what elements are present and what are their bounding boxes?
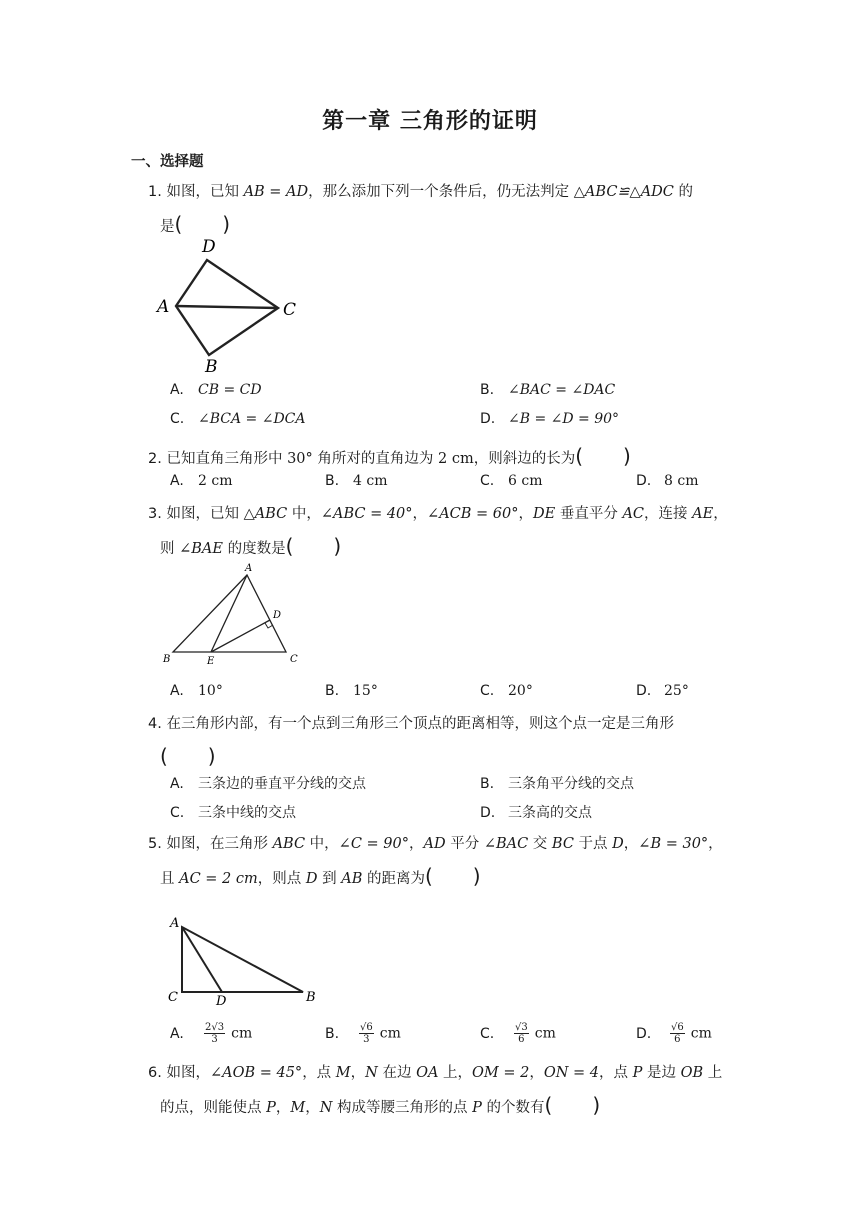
q5-label-a: A — [170, 916, 180, 931]
q3-option-d[interactable]: D. 25° — [636, 683, 689, 699]
fraction: $\frac{√3}{6}$ — [515, 1022, 528, 1045]
q4-line1: 4. 在三角形内部，有一个点到三角形三个顶点的距离相等，则这个点一定是三角形 — [148, 716, 674, 732]
answer-paren: ( ) — [174, 212, 231, 236]
q1-label-a: A — [157, 297, 170, 317]
q5-label-c: C — [168, 990, 178, 1005]
q5-label-b: B — [306, 990, 316, 1005]
q5-option-c[interactable]: C. $\frac{√3}{6}$ cm — [480, 1022, 556, 1045]
section-heading: 一、选择题 — [131, 154, 204, 170]
q4-option-d[interactable]: D. 三条高的交点 — [480, 805, 592, 821]
q5-line1: 5. 如图，在三角形 ABC 中，∠C = 90°，AD 平分 ∠BAC 交 BC 于点 D，∠B = 30°， — [148, 836, 723, 852]
q1-option-b[interactable]: B. ∠BAC = ∠DAC — [480, 382, 616, 398]
fraction: $\frac{2√3}{3}$ — [205, 1022, 225, 1045]
page-title: 第一章 三角形的证明 — [322, 109, 538, 134]
q3-figure — [155, 560, 315, 672]
q5-option-b[interactable]: B. $\frac{√6}{3}$ cm — [325, 1022, 401, 1045]
q2-option-a[interactable]: A. 2 cm — [170, 473, 233, 489]
q6-line2: 的点，则能使点 P，M，N 构成等腰三角形的点 P 的个数有( ) — [160, 1093, 601, 1117]
answer-paren: ( ) — [544, 1093, 601, 1117]
q5-label-d: D — [216, 994, 227, 1009]
q1-label-c: C — [283, 300, 297, 320]
q1-label-b: B — [205, 357, 218, 375]
q4-line2 — [160, 740, 216, 769]
q4-option-a[interactable]: A. 三条边的垂直平分线的交点 — [170, 776, 366, 792]
q6-line1: 6. 如图，∠AOB = 45°，点 M，N 在边 OA 上，OM = 2，ON = 4，点 P 是边 OB 上 — [148, 1065, 723, 1081]
q3-segment-de — [211, 620, 270, 652]
q1-line2: 是( ) — [160, 212, 231, 236]
q5-line2: 且 AC = 2 cm，则点 D 到 AB 的距离为( ) — [160, 864, 481, 888]
q5-triangle — [182, 927, 303, 992]
q3-label-c: C — [290, 654, 298, 665]
fraction: $\frac{√6}{3}$ — [360, 1022, 373, 1045]
q5-option-a[interactable]: A. $\frac{2√3}{3}$ cm — [170, 1022, 253, 1045]
q5-option-d[interactable]: D. $\frac{√6}{6}$ cm — [636, 1022, 712, 1045]
q3-label-a: A — [245, 563, 253, 574]
q5-figure — [160, 905, 330, 1010]
q4-option-c[interactable]: C. 三条中线的交点 — [170, 805, 296, 821]
q3-option-b[interactable]: B. 15° — [325, 683, 378, 699]
q1-option-d[interactable]: D. ∠B = ∠D = 90° — [480, 411, 620, 427]
q1-option-c[interactable]: C. ∠BCA = ∠DCA — [170, 411, 306, 427]
answer-paren: ( ) — [285, 534, 342, 558]
q3-line1: 3. 如图，已知 △ABC 中，∠ABC = 40°，∠ACB = 60°，DE 垂直平分 AC，连接 AE， — [148, 506, 728, 522]
q1-diagonal-ac — [176, 306, 278, 308]
q3-label-b: B — [163, 654, 171, 665]
q3-line2: 则 ∠BAE 的度数是( ) — [160, 534, 342, 558]
q3-segment-ae — [211, 575, 247, 652]
q1-figure — [150, 235, 310, 375]
q1-option-a[interactable]: A. CB = CD — [170, 382, 262, 398]
answer-paren: ( ) — [575, 444, 631, 468]
q3-label-d: D — [273, 610, 282, 621]
q1-line1: 1. 如图，已知 AB = AD，那么添加下列一个条件后，仍无法判定 △ABC≌△ADC 的 — [148, 184, 694, 200]
q2-option-c[interactable]: C. 6 cm — [480, 473, 543, 489]
q2-option-d[interactable]: D. 8 cm — [636, 473, 699, 489]
q4-option-b[interactable]: B. 三条角平分线的交点 — [480, 776, 634, 792]
answer-paren: ( ) — [160, 744, 216, 768]
q2-option-b[interactable]: B. 4 cm — [325, 473, 388, 489]
answer-paren: ( ) — [424, 864, 481, 888]
q2-line1: 2. 已知直角三角形中 30° 角所对的直角边为 2 cm，则斜边的长为( ) — [148, 444, 631, 468]
q3-label-e: E — [207, 656, 215, 667]
q3-option-c[interactable]: C. 20° — [480, 683, 533, 699]
fraction: $\frac{√6}{6}$ — [671, 1022, 684, 1045]
q1-label-d: D — [202, 237, 216, 257]
q3-option-a[interactable]: A. 10° — [170, 683, 223, 699]
